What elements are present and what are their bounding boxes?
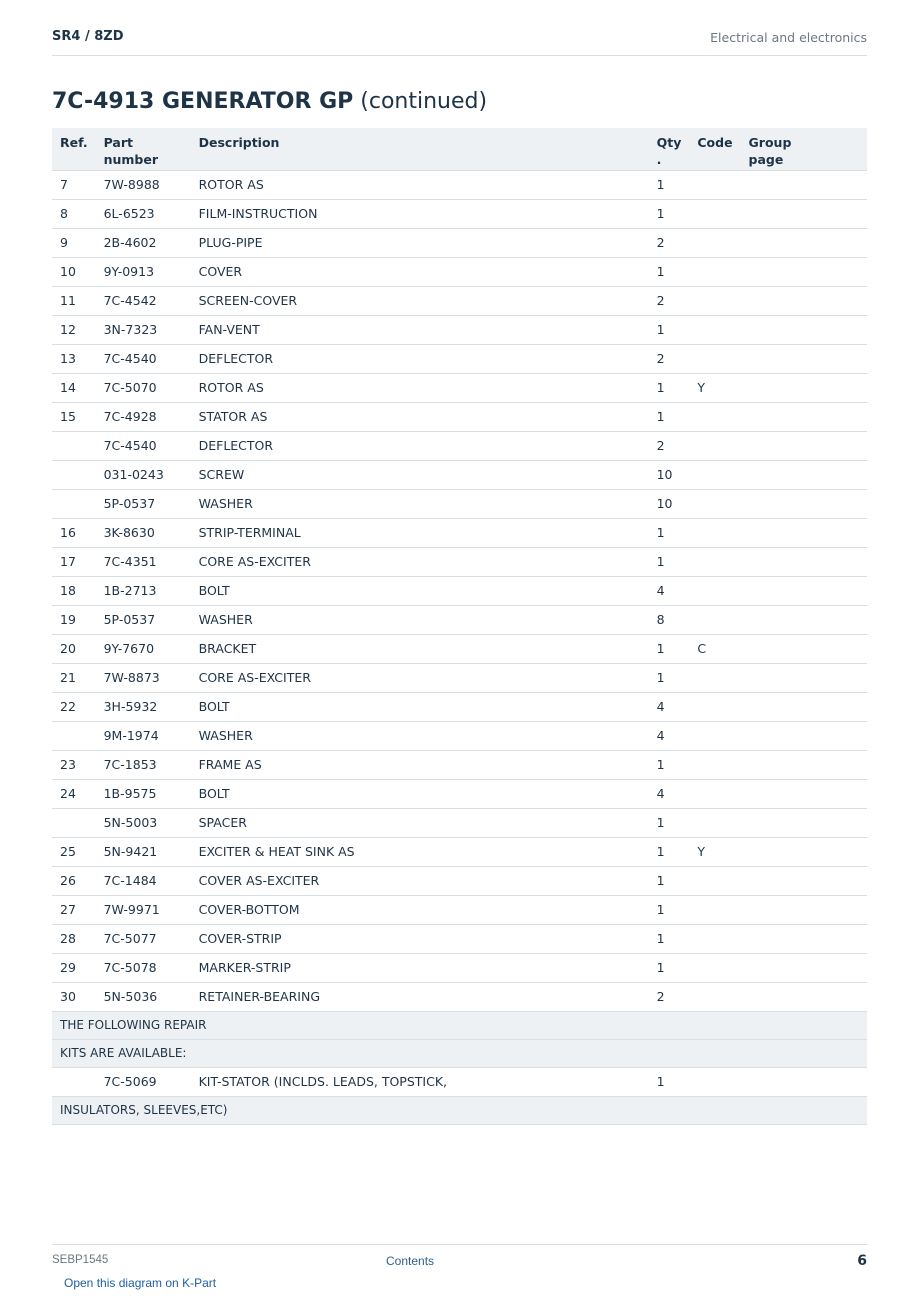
code-cell xyxy=(689,721,740,750)
description-cell: STATOR AS xyxy=(191,402,649,431)
description-cell: WASHER xyxy=(191,721,649,750)
part-number-cell: 7C-5078 xyxy=(96,953,191,982)
contents-link[interactable]: Contents xyxy=(386,1254,435,1268)
qty-cell: 2 xyxy=(649,228,690,257)
table-row xyxy=(52,373,867,402)
part-number-cell: 3N-7323 xyxy=(96,315,191,344)
qty-cell: 1 xyxy=(649,402,690,431)
code-cell: C xyxy=(689,634,740,663)
table-row xyxy=(52,286,867,315)
qty-cell: 1 xyxy=(649,1067,690,1096)
code-cell xyxy=(689,576,740,605)
table-row xyxy=(52,721,867,750)
table-row xyxy=(52,576,867,605)
description-cell: WASHER xyxy=(191,489,649,518)
group-page-cell xyxy=(741,663,867,692)
code-cell xyxy=(689,982,740,1011)
part-number-cell: 5N-5036 xyxy=(96,982,191,1011)
ref-cell: 25 xyxy=(52,837,96,866)
code-cell: Y xyxy=(689,837,740,866)
qty-cell: 1 xyxy=(649,750,690,779)
description-cell: SPACER xyxy=(191,808,649,837)
group-page-cell xyxy=(741,547,867,576)
ref-cell xyxy=(52,489,96,518)
part-number-cell: 7C-1853 xyxy=(96,750,191,779)
table-row xyxy=(52,170,867,199)
table-row xyxy=(52,344,867,373)
group-page-cell xyxy=(741,576,867,605)
part-number-cell: 9Y-0913 xyxy=(96,257,191,286)
group-page-cell xyxy=(741,402,867,431)
code-cell xyxy=(689,866,740,895)
code-cell xyxy=(689,431,740,460)
page-header xyxy=(52,29,867,56)
column-header-part-number: Part number xyxy=(96,128,191,170)
qty-cell: 1 xyxy=(649,315,690,344)
group-page-cell xyxy=(741,199,867,228)
ref-cell: 27 xyxy=(52,895,96,924)
column-header-qty xyxy=(649,128,690,170)
section-label: Electrical and electronics xyxy=(710,30,867,45)
group-page-cell xyxy=(741,750,867,779)
qty-cell: 2 xyxy=(649,344,690,373)
parts-table xyxy=(52,128,867,1125)
ref-cell: 12 xyxy=(52,315,96,344)
code-cell xyxy=(689,228,740,257)
table-note-row xyxy=(52,1096,867,1124)
group-header-line2: page xyxy=(748,152,784,167)
qty-header-line1: Qty xyxy=(656,135,682,150)
part-number-cell: 7C-4928 xyxy=(96,402,191,431)
column-header-description: Description xyxy=(191,128,649,170)
table-header-row xyxy=(52,128,867,170)
description-cell: FRAME AS xyxy=(191,750,649,779)
qty-header-line2: . xyxy=(656,152,662,167)
code-cell: Y xyxy=(689,373,740,402)
code-cell xyxy=(689,779,740,808)
table-row xyxy=(52,953,867,982)
document-id: SEBP1545 xyxy=(52,1254,109,1266)
table-row xyxy=(52,605,867,634)
description-cell: MARKER-STRIP xyxy=(191,953,649,982)
part-number-cell: 5N-5003 xyxy=(96,808,191,837)
code-cell xyxy=(689,750,740,779)
ref-cell: 19 xyxy=(52,605,96,634)
code-cell xyxy=(689,547,740,576)
description-cell: SCREEN-COVER xyxy=(191,286,649,315)
qty-cell: 1 xyxy=(649,257,690,286)
code-cell xyxy=(689,808,740,837)
table-row xyxy=(52,460,867,489)
ref-cell: 10 xyxy=(52,257,96,286)
qty-cell: 1 xyxy=(649,895,690,924)
table-row xyxy=(52,489,867,518)
table-row xyxy=(52,982,867,1011)
ref-cell: 18 xyxy=(52,576,96,605)
table-row xyxy=(52,315,867,344)
group-header-line1: Group xyxy=(748,135,792,150)
qty-cell: 1 xyxy=(649,634,690,663)
description-cell: CORE AS-EXCITER xyxy=(191,547,649,576)
table-row xyxy=(52,431,867,460)
description-cell: EXCITER & HEAT SINK AS xyxy=(191,837,649,866)
group-page-cell xyxy=(741,1067,867,1096)
description-cell: ROTOR AS xyxy=(191,373,649,402)
group-page-cell xyxy=(741,982,867,1011)
table-row xyxy=(52,199,867,228)
part-number-cell: 3K-8630 xyxy=(96,518,191,547)
qty-cell: 1 xyxy=(649,547,690,576)
ref-cell: 30 xyxy=(52,982,96,1011)
ref-cell: 29 xyxy=(52,953,96,982)
part-number-cell: 9M-1974 xyxy=(96,721,191,750)
qty-cell: 1 xyxy=(649,808,690,837)
code-cell xyxy=(689,663,740,692)
qty-cell: 8 xyxy=(649,605,690,634)
group-page-cell xyxy=(741,924,867,953)
ref-cell: 15 xyxy=(52,402,96,431)
part-number-cell: 7C-1484 xyxy=(96,866,191,895)
qty-cell: 1 xyxy=(649,924,690,953)
qty-cell: 10 xyxy=(649,489,690,518)
part-number-cell: 1B-2713 xyxy=(96,576,191,605)
ref-cell: 20 xyxy=(52,634,96,663)
group-page-cell xyxy=(741,866,867,895)
group-page-cell xyxy=(741,228,867,257)
group-page-cell xyxy=(741,953,867,982)
note-text: THE FOLLOWING REPAIR xyxy=(52,1011,867,1039)
table-row xyxy=(52,924,867,953)
table-row xyxy=(52,663,867,692)
qty-cell: 1 xyxy=(649,663,690,692)
group-page-cell xyxy=(741,489,867,518)
table-row xyxy=(52,692,867,721)
table-row xyxy=(52,402,867,431)
code-cell xyxy=(689,692,740,721)
qty-cell: 1 xyxy=(649,953,690,982)
code-cell xyxy=(689,286,740,315)
table-row xyxy=(52,518,867,547)
part-number-cell: 7C-4540 xyxy=(96,344,191,373)
group-page-cell xyxy=(741,460,867,489)
group-page-cell xyxy=(741,634,867,663)
ref-cell xyxy=(52,1067,96,1096)
description-cell: FILM-INSTRUCTION xyxy=(191,199,649,228)
part-number-cell: 7W-9971 xyxy=(96,895,191,924)
qty-cell: 10 xyxy=(649,460,690,489)
table-row xyxy=(52,779,867,808)
ref-cell: 28 xyxy=(52,924,96,953)
part-number-cell: 7C-4351 xyxy=(96,547,191,576)
ref-cell: 17 xyxy=(52,547,96,576)
description-cell: WASHER xyxy=(191,605,649,634)
group-page-cell xyxy=(741,895,867,924)
qty-cell: 4 xyxy=(649,721,690,750)
group-page-cell xyxy=(741,431,867,460)
model-label: SR4 / 8ZD xyxy=(52,29,124,44)
part-number-cell: 5P-0537 xyxy=(96,605,191,634)
ref-cell: 8 xyxy=(52,199,96,228)
description-cell: COVER-BOTTOM xyxy=(191,895,649,924)
title-suffix: (continued) xyxy=(360,89,488,114)
column-header-group-page xyxy=(741,128,867,170)
ref-cell: 22 xyxy=(52,692,96,721)
parts-table-body xyxy=(52,170,867,1124)
description-cell: BOLT xyxy=(191,692,649,721)
code-cell xyxy=(689,895,740,924)
group-page-cell xyxy=(741,315,867,344)
part-number-cell: 5N-9421 xyxy=(96,837,191,866)
description-cell: BRACKET xyxy=(191,634,649,663)
description-cell: KIT-STATOR (INCLDS. LEADS, TOPSTICK, xyxy=(191,1067,649,1096)
group-page-cell xyxy=(741,344,867,373)
part-number-cell: 5P-0537 xyxy=(96,489,191,518)
group-page-cell xyxy=(741,373,867,402)
qty-cell: 1 xyxy=(649,866,690,895)
column-header-code: Code xyxy=(689,128,740,170)
description-cell: FAN-VENT xyxy=(191,315,649,344)
group-page-cell xyxy=(741,779,867,808)
group-page-cell xyxy=(741,837,867,866)
ref-cell: 13 xyxy=(52,344,96,373)
note-text: INSULATORS, SLEEVES,ETC) xyxy=(52,1096,867,1124)
part-number-cell: 7C-5070 xyxy=(96,373,191,402)
part-number-cell: 7W-8988 xyxy=(96,170,191,199)
part-number-cell: 031-0243 xyxy=(96,460,191,489)
group-page-cell xyxy=(741,286,867,315)
qty-cell: 2 xyxy=(649,286,690,315)
qty-cell: 1 xyxy=(649,373,690,402)
part-number-cell: 2B-4602 xyxy=(96,228,191,257)
description-cell: BOLT xyxy=(191,779,649,808)
table-note-row xyxy=(52,1039,867,1067)
description-cell: DEFLECTOR xyxy=(191,344,649,373)
table-row xyxy=(52,257,867,286)
qty-cell: 2 xyxy=(649,982,690,1011)
ref-cell xyxy=(52,460,96,489)
qty-cell: 4 xyxy=(649,779,690,808)
ref-cell: 16 xyxy=(52,518,96,547)
group-page-cell xyxy=(741,257,867,286)
open-diagram-kpart-link[interactable]: Open this diagram on K-Part xyxy=(64,1276,217,1290)
page-number: 6 xyxy=(857,1253,867,1269)
table-row xyxy=(52,750,867,779)
part-number-cell: 7C-4540 xyxy=(96,431,191,460)
code-cell xyxy=(689,199,740,228)
table-row xyxy=(52,837,867,866)
part-number-cell: 7W-8873 xyxy=(96,663,191,692)
group-page-cell xyxy=(741,518,867,547)
qty-cell: 1 xyxy=(649,170,690,199)
code-cell xyxy=(689,344,740,373)
code-cell xyxy=(689,489,740,518)
ref-cell: 23 xyxy=(52,750,96,779)
description-cell: PLUG-PIPE xyxy=(191,228,649,257)
ref-cell: 14 xyxy=(52,373,96,402)
qty-cell: 4 xyxy=(649,692,690,721)
description-cell: BOLT xyxy=(191,576,649,605)
page-footer xyxy=(52,1244,867,1275)
description-cell: SCREW xyxy=(191,460,649,489)
description-cell: ROTOR AS xyxy=(191,170,649,199)
part-number-cell: 7C-5077 xyxy=(96,924,191,953)
code-cell xyxy=(689,170,740,199)
ref-cell xyxy=(52,721,96,750)
description-cell: COVER xyxy=(191,257,649,286)
table-row xyxy=(52,895,867,924)
ref-cell: 7 xyxy=(52,170,96,199)
ref-cell: 9 xyxy=(52,228,96,257)
column-header-ref: Ref. xyxy=(52,128,96,170)
table-note-row xyxy=(52,1011,867,1039)
note-text: KITS ARE AVAILABLE: xyxy=(52,1039,867,1067)
code-cell xyxy=(689,924,740,953)
code-cell xyxy=(689,518,740,547)
group-page-cell xyxy=(741,721,867,750)
table-row xyxy=(52,808,867,837)
table-row xyxy=(52,866,867,895)
description-cell: COVER-STRIP xyxy=(191,924,649,953)
code-cell xyxy=(689,1067,740,1096)
part-number-cell: 3H-5932 xyxy=(96,692,191,721)
part-number-cell: 1B-9575 xyxy=(96,779,191,808)
table-row xyxy=(52,1067,867,1096)
group-page-cell xyxy=(741,808,867,837)
code-cell xyxy=(689,315,740,344)
part-number-cell: 6L-6523 xyxy=(96,199,191,228)
code-cell xyxy=(689,257,740,286)
ref-cell: 26 xyxy=(52,866,96,895)
title-group-name: 7C-4913 GENERATOR GP xyxy=(52,89,354,114)
part-number-cell: 9Y-7670 xyxy=(96,634,191,663)
ref-cell: 24 xyxy=(52,779,96,808)
qty-cell: 1 xyxy=(649,199,690,228)
code-cell xyxy=(689,460,740,489)
group-page-cell xyxy=(741,170,867,199)
group-page-cell xyxy=(741,692,867,721)
ref-cell xyxy=(52,808,96,837)
description-cell: STRIP-TERMINAL xyxy=(191,518,649,547)
description-cell: COVER AS-EXCITER xyxy=(191,866,649,895)
table-row xyxy=(52,547,867,576)
ref-cell: 21 xyxy=(52,663,96,692)
qty-cell: 1 xyxy=(649,518,690,547)
description-cell: CORE AS-EXCITER xyxy=(191,663,649,692)
code-cell xyxy=(689,953,740,982)
table-row xyxy=(52,634,867,663)
qty-cell: 1 xyxy=(649,837,690,866)
table-row xyxy=(52,228,867,257)
description-cell: DEFLECTOR xyxy=(191,431,649,460)
part-number-cell: 7C-5069 xyxy=(96,1067,191,1096)
code-cell xyxy=(689,605,740,634)
ref-cell xyxy=(52,431,96,460)
qty-cell: 4 xyxy=(649,576,690,605)
code-cell xyxy=(689,402,740,431)
description-cell: RETAINER-BEARING xyxy=(191,982,649,1011)
qty-cell: 2 xyxy=(649,431,690,460)
part-number-cell: 7C-4542 xyxy=(96,286,191,315)
page-title xyxy=(52,89,487,114)
group-page-cell xyxy=(741,605,867,634)
ref-cell: 11 xyxy=(52,286,96,315)
